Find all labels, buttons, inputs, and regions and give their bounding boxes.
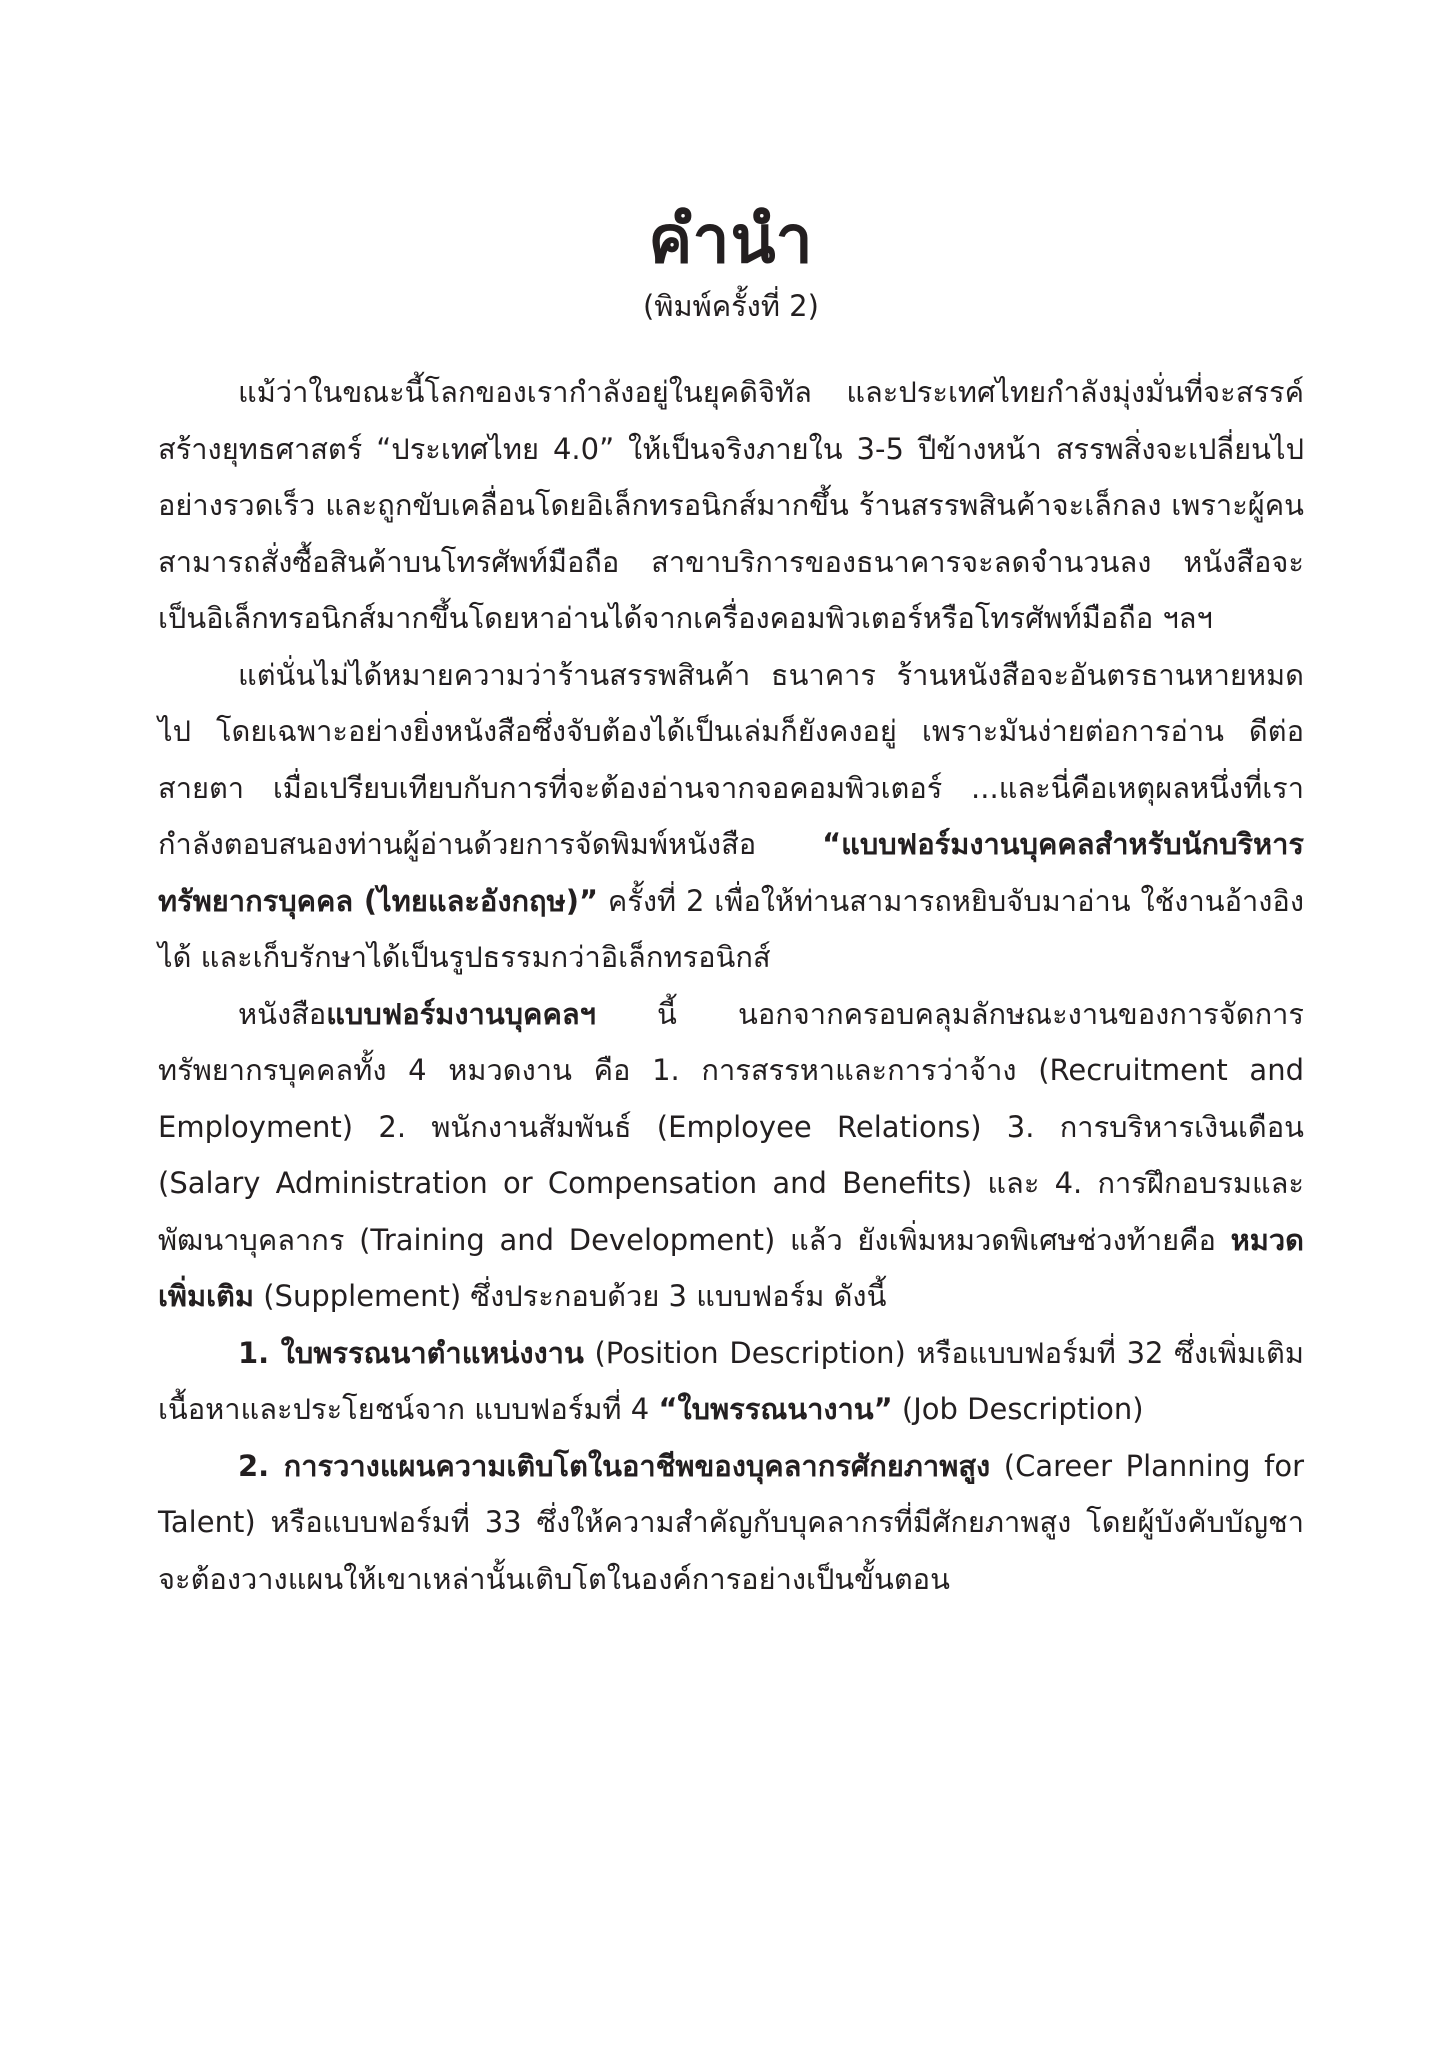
supplement-heading-bold: หมวดเพิ่มเติม xyxy=(158,1222,1304,1313)
paragraph-3-text-e: (Supplement) ซึ่งประกอบด้วย 3 แบบฟอร์ม ดังนี้ xyxy=(254,1279,887,1313)
book-title-bold: “แบบฟอร์มงานบุคคลสำหรับนักบริหารทรัพยากรบุคคล (ไทยและอังกฤษ)” xyxy=(158,827,1304,918)
paragraph-2-text-c: ครั้งที่ 2 เพื่อให้ท่านสามารถหยิบจับมาอ่าน ใช้งานอ้างอิงได้ และเก็บรักษาได้เป็นรูปธรรมกว่าอิเล็กทรอนิกส์ xyxy=(158,883,1305,974)
preface-page xyxy=(158,200,1304,1607)
paragraph-3-text-a: หนังสือ xyxy=(238,996,327,1031)
book-short-title-bold: แบบฟอร์มงานบุคคลฯ xyxy=(326,996,596,1031)
list-item-1 xyxy=(158,1325,1304,1438)
paragraph-2 xyxy=(158,647,1304,986)
paragraph-2-text-a: แต่นั่นไม่ได้หมายความว่าร้านสรรพสินค้า ธนาคาร ร้านหนังสือจะอันตรธานหายหมดไป โดยเฉพาะอย่างยิ่งหนังสือซึ่งจับต้องได้เป็นเล่มก็ยังคงอยู่ เพราะมันง่ายต่อการอ่าน ดีต่อสายตา เมื่อเปรียบเทียบกับการที่จะต้องอ่านจากจอคอมพิวเตอร์ ...และนี่คือเหตุผลหนึ่งที่เรากำลังตอบสนองท่านผู้อ่านด้วยการจัดพิมพ์หนังสือ xyxy=(158,657,1304,861)
paragraph-3-text-c: นี้ นอกจากครอบคลุมลักษณะงานของการจัดการทรัพยากรบุคคลทั้ง 4 หมวดงาน คือ 1. การสรรหาและการว่าจ้าง (Recruitment and Employment) 2. พนักงานสัมพันธ์ (Employee Relations) 3. การบริหารเงินเดือน (Salary Administration or Compensation and Benefits) และ 4. การฝึกอบรมและพัฒนาบุคลากร (Training and Development) แล้ว ยังเพิ่มหมวดพิเศษช่วงท้ายคือ xyxy=(158,996,1304,1257)
page-title: คำนำ xyxy=(648,201,814,278)
list-item-1-text-b: (Position Description) หรือแบบฟอร์มที่ 32 ซึ่งเพิ่มเติมเนื้อหาและประโยชน์จาก แบบฟอร์มที่ 4 xyxy=(158,1335,1304,1426)
list-item-1-text-d: (Job Description) xyxy=(892,1392,1144,1426)
paragraph-1-text: แม้ว่าในขณะนี้โลกของเรากำลังอยู่ในยุคดิจิทัล และประเทศไทยกำลังมุ่งมั่นที่จะสรรค์สร้างยุทธศาสตร์ “ประเทศไทย 4.0” ให้เป็นจริงภายใน 3-5 ปีข้างหน้า สรรพสิ่งจะเปลี่ยนไปอย่างรวดเร็ว และถูกขับเคลื่อนโดยอิเล็กทรอนิกส์มากขึ้น ร้านสรรพสินค้าจะเล็กลง เพราะผู้คนสามารถสั่งซื้อสินค้าบนโทรศัพท์มือถือ สาขาบริการของธนาคารจะลดจำนวนลง หนังสือจะเป็นอิเล็กทรอนิกส์มากขึ้นโดยหาอ่านได้จากเครื่องคอมพิวเตอร์หรือโทรศัพท์มือถือ ฯลฯ xyxy=(158,375,1304,635)
edition-subtitle: (พิมพ์ครั้งที่ 2) xyxy=(643,289,819,323)
paragraph-1 xyxy=(158,364,1304,647)
list-item-2 xyxy=(158,1438,1304,1608)
job-description-bold: “ใบพรรณนางาน” xyxy=(658,1392,893,1426)
list-item-1-heading: 1. ใบพรรณนาตำแหน่งงาน xyxy=(238,1335,584,1370)
paragraph-3 xyxy=(158,986,1304,1325)
list-item-2-heading: 2. การวางแผนความเติบโตในอาชีพของบุคลากรศักยภาพสูง xyxy=(238,1448,991,1483)
list-item-2-text-b: (Career Planning for Talent) หรือแบบฟอร์มที่ 33 ซึ่งให้ความสำคัญกับบุคลากรที่มีศักยภาพสูง โดยผู้บังคับบัญชาจะต้องวางแผนให้เขาเหล่านั้นเติบโตในองค์การอย่างเป็นขั้นตอน xyxy=(158,1448,1304,1596)
